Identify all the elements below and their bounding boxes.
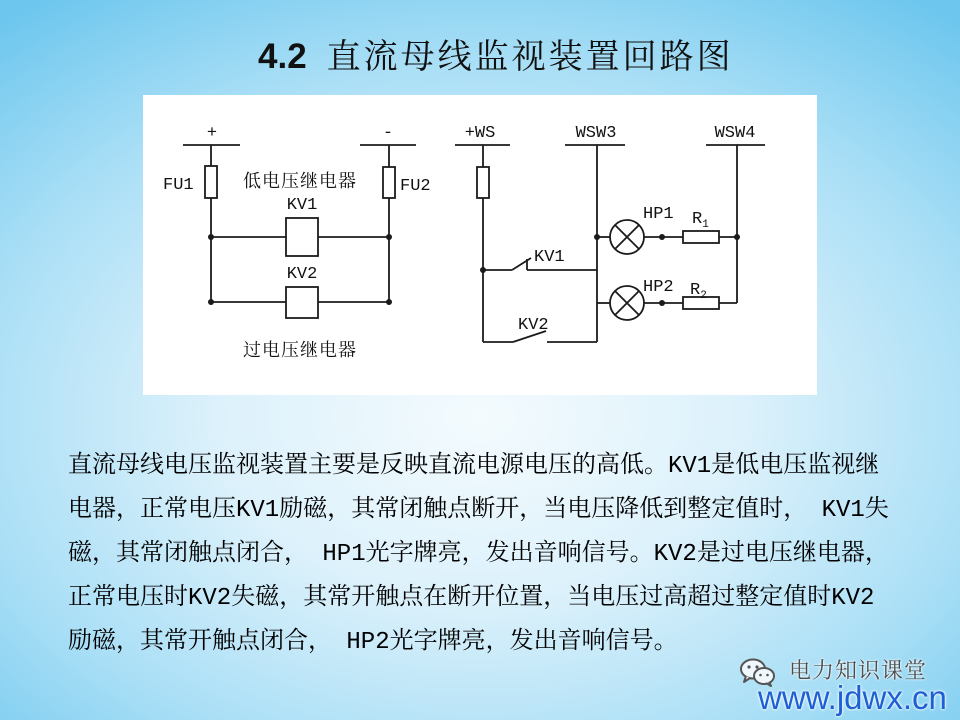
- lamp-hp1-label: HP1: [643, 205, 674, 224]
- junction-dot: [386, 234, 392, 240]
- resistor-r1: [683, 231, 719, 243]
- description-line: 磁，其常闭触点闭合， HP1光字牌亮，发出音响信号。KV2是过电压继电器，: [68, 541, 889, 568]
- wsw4-bus-label: WSW4: [714, 124, 756, 143]
- watermark-channel-name: 电力知识课堂: [789, 659, 928, 684]
- kv2-contact-label: KV2: [518, 316, 549, 335]
- fuse-fu2: [383, 167, 395, 198]
- resistor-r2-label: [690, 281, 707, 302]
- relay-kv1-label: KV1: [286, 196, 318, 215]
- lamp-hp2-label: HP2: [643, 278, 674, 297]
- signal-lamp-hp2: [610, 286, 644, 320]
- junction-dot: [594, 234, 600, 240]
- relay-kv2-coil: [286, 287, 318, 318]
- overvoltage-relay-caption: 过电压继电器: [243, 340, 357, 361]
- relay-kv1-coil: [286, 218, 318, 256]
- undervoltage-relay-caption: 低电压继电器: [243, 171, 357, 192]
- watermark-url: www.jdwx.cn: [758, 679, 947, 716]
- description-line: 直流母线电压监视装置主要是反映直流电源电压的高低。KV1是低电压监视继: [68, 453, 880, 480]
- signal-fuse: [477, 167, 489, 198]
- junction-dot: [208, 299, 214, 305]
- description-line: 正常电压时KV2失磁，其常开触点在断开位置，当电压过高超过整定值时KV2: [68, 585, 875, 612]
- junction-dot: [386, 299, 392, 305]
- relay-kv2-label: KV2: [286, 265, 318, 284]
- kv1-contact-blade: [512, 258, 531, 270]
- title-text: 直流母线监视装置回路图: [326, 37, 734, 77]
- circuit-diagram-panel: [143, 95, 817, 395]
- title-number: 4.2: [258, 37, 307, 76]
- fuse-fu2-label: FU2: [400, 177, 431, 196]
- resistor-r1-label: [692, 210, 709, 231]
- junction-dot: [659, 300, 665, 306]
- positive-bus-label: +: [206, 124, 218, 143]
- signal-bus-label: +WS: [464, 124, 496, 143]
- description-line: 电器，正常电压KV1励磁，其常闭触点断开，当电压降低到整定值时， KV1失: [68, 497, 889, 524]
- description-line: 励磁，其常开触点闭合， HP2光字牌亮，发出音响信号。: [68, 629, 678, 656]
- resistor-subscript: 2: [700, 290, 707, 302]
- junction-dot: [208, 234, 214, 240]
- slide-title: [258, 35, 734, 79]
- wsw3-bus-label: WSW3: [575, 124, 617, 143]
- signal-circuit: [455, 124, 765, 342]
- resistor-subscript: 1: [702, 219, 709, 231]
- junction-dot: [659, 234, 665, 240]
- junction-dot: [734, 234, 740, 240]
- relay-circuit: [163, 124, 431, 361]
- fuse-fu1: [205, 166, 217, 198]
- fuse-fu1-label: FU1: [163, 176, 194, 195]
- resistor-letter: R: [690, 281, 701, 300]
- resistor-letter: R: [692, 210, 703, 229]
- signal-lamp-hp1: [610, 220, 644, 254]
- negative-bus-label: -: [382, 124, 394, 143]
- kv1-contact-label: KV1: [534, 248, 565, 267]
- circuit-diagram: [143, 95, 817, 395]
- description-text: [68, 445, 889, 665]
